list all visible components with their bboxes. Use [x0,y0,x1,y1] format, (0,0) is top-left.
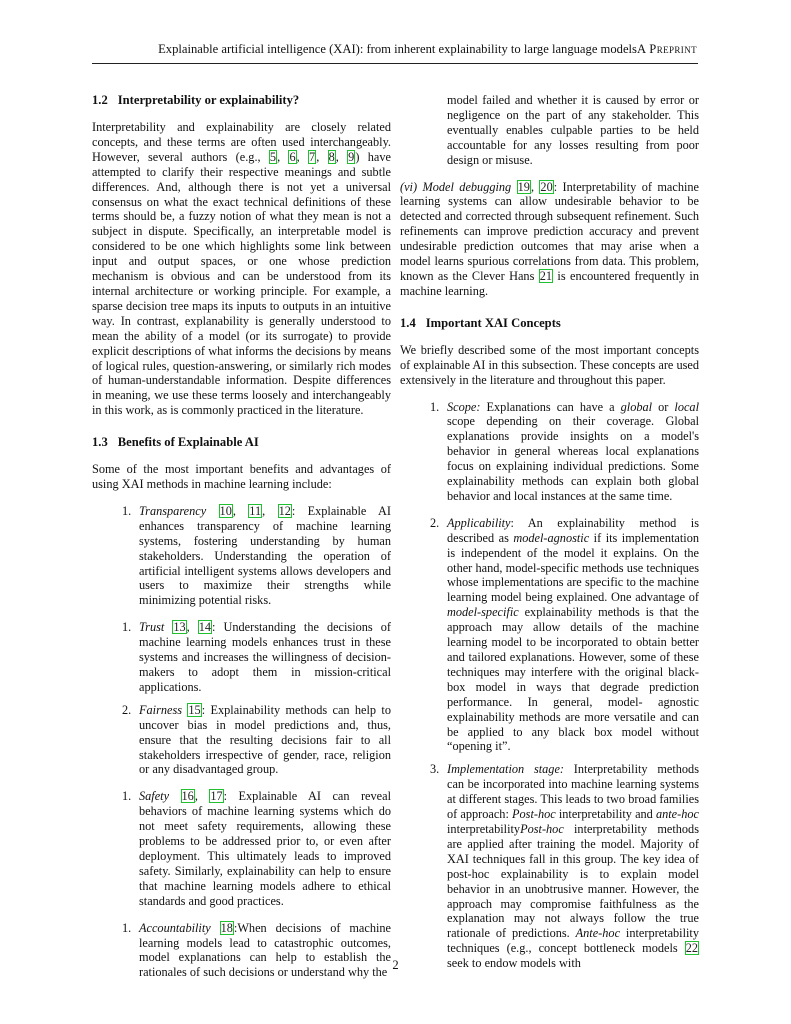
list-item-scope: 1. Scope: Explanations can have a global or local scope depending on their coverage. Global explanations provide insights on a model's behavior in general whereas local explanations focus on explaining individual predictions. Some explainability methods can explain both global behavior and local instances at the same time. [430,399,699,503]
citation-link[interactable]: 15 [188,702,201,717]
left-column [92,93,391,980]
citation-link[interactable]: 18 [220,920,233,935]
list-item-implementation-stage: 3. Implementation stage: Interpretability methods can be incorporated into machine learning systems at different stages. This leads to two broad families of approach: Post-hoc interpretability and ante-hoc interpretabilityPost-hoc interpretability methods are applied after training the model. Majority of XAI techniques fall in this group. The key idea of post-hoc explainability is to explain model behavior in an unobtrusive manner. However, the approach may compromise faithfulness as the explanation may not always follow the true rationale of predictions. Ante-hoc interpretability techniques (e.g., concept bottleneck models 22 seek to endow models with [430,762,699,971]
header-rule [92,63,698,64]
citation-link[interactable]: 13 [173,620,186,635]
citation-link[interactable]: 21 [539,268,553,283]
citation-link[interactable]: 7 [309,149,316,164]
list-item-accountability: 1. Accountability 18:When decisions of machine learning models lead to catastrophic outcomes, model explanations can help to establish the rationales of such decisions or understand why the [122,920,391,980]
citation-link[interactable]: 19 [517,179,530,194]
citation-link[interactable]: 16 [181,789,194,804]
header-title: Explainable artificial intelligence (XAI): from inherent explainability to large language models [158,42,637,56]
section-heading-1-3: 1.3 Benefits of Explainable AI [92,435,259,450]
list-item-transparency: 1. Transparency 10, 11, 12: Explainable AI enhances transparency of machine learning systems, fostering understanding by human stakeholders. Understanding the operation of artificial intelligent systems allows developers and users to maximize their strengths while minimizing potential risks. [122,503,392,608]
citation-link[interactable]: 6 [289,149,296,164]
citation-link[interactable]: 14 [198,620,212,635]
list-item-trust: 1. Trust 13, 14: Understanding the decisions of machine learning models enhances trust in these systems and increases the willingness of decision-makers to adopt them in mission-critical applications. [122,620,391,694]
citation-link[interactable]: 22 [685,941,698,956]
citation-link[interactable]: 17 [210,789,223,804]
list-item-safety: 1. Safety 16, 17: Explainable AI can reveal behaviors of machine learning systems which do not meet safety requirements, allowing these problems to be addressed prior to, or even after deployment. This ultimately leads to improved safety. Similarly, explainability can help to ensure that machine learning models adhere to ethical standards and good practices. [122,789,391,908]
page-number: 2 [392,958,399,972]
paragraph-interpretability: Interpretability and explainability are closely related concepts, and these terms are often used interchangeably. However, several authors (e.g., 5, 6, 7, 8, 9) have attempted to clarify their respective meanings and subtle differences. And, although there is not yet a universal consensus on what the exact technical definitions of these terms should be, a fuzzy notion of what they mean is not a subject in dispute. Specifically, an interpretable model is considered to be one which highlights some link between input and output spaces, or one whose prediction mechanism is obvious and can be understood from its internal architecture or working principle. For example, a sparse decision tree maps its inputs to outputs in an intuitive way. In contrast, explanability is generally understood to mean the ability of a model (or its surrogate) to provide explicit descriptions of what informs the decisions by means of logical rules, question-answering, or similarly rich modes of human-understandable information. Despite differences in meaning, we use these terms loosely and interchangeably in this work, as is commonly practiced in the literature. [92,120,391,418]
citation-link[interactable]: 8 [328,149,335,164]
header-badge: A Preprint [636,42,697,56]
right-column [400,93,699,971]
list-item-continuation: model failed and whether it is caused by error or negligence on the part of any stakeholder. This eventually enables culpable parties to be held accountable for any losses resulting from poor design or misuse. [447,93,699,167]
list-item-fairness: 2. Fairness 15: Explainability methods can help to uncover bias in model predictions and, thus, ensure that the resulting decisions fair to all stakeholders irrespective of gender, race, religion or any disadvantaged group. [122,702,391,777]
paragraph-benefits-intro: Some of the most important benefits and advantages of using XAI methods in machine learning include: [92,462,391,492]
citation-link[interactable]: 11 [249,503,262,518]
paragraph-concepts-intro: We briefly described some of the most important concepts of explainable AI in this subsection. These concepts are used extensively in the literature and throughout this paper. [400,342,699,387]
citation-link[interactable]: 12 [278,503,291,518]
citation-link[interactable]: 10 [219,503,232,518]
section-heading-1-2: 1.2 Interpretability or explainability? [92,93,300,107]
paragraph-model-debugging: (vi) Model debugging 19, 20: Interpretability of machine learning systems can allow undesirable behavior to be detected and corrected through subsequent refinement. Such refinements can improve prediction accuracy and prevent undesirable prediction outcomes that may arise when a model learns spurious correlations from data. This problem, known as the Clever Hans 21 is encountered frequently in machine learning. [400,179,700,298]
citation-link[interactable]: 9 [348,149,355,164]
section-heading-1-4: 1.4 Important XAI Concepts [400,315,561,330]
running-header [60,42,697,62]
citation-link[interactable]: 20 [540,179,553,194]
list-item-applicability: 2. Applicability: An explainability method is described as model-agnostic if its implementation is independent of the model it explains. On the other hand, model-specific methods use techniques whose implementations are specific to the machine learning model being explained. One advantage of model-specific explainability methods is that the approach may allow details of the machine learning model to be incorporated to obtain better and tailored explanations. However, some of these techniques may interfere with the original black-box model in ways that degrade prediction performance. In general, model- agnostic explainability methods are more versatile and can be applied to any black box model without “opening it”. [430,515,699,754]
citation-link[interactable]: 5 [269,149,277,164]
